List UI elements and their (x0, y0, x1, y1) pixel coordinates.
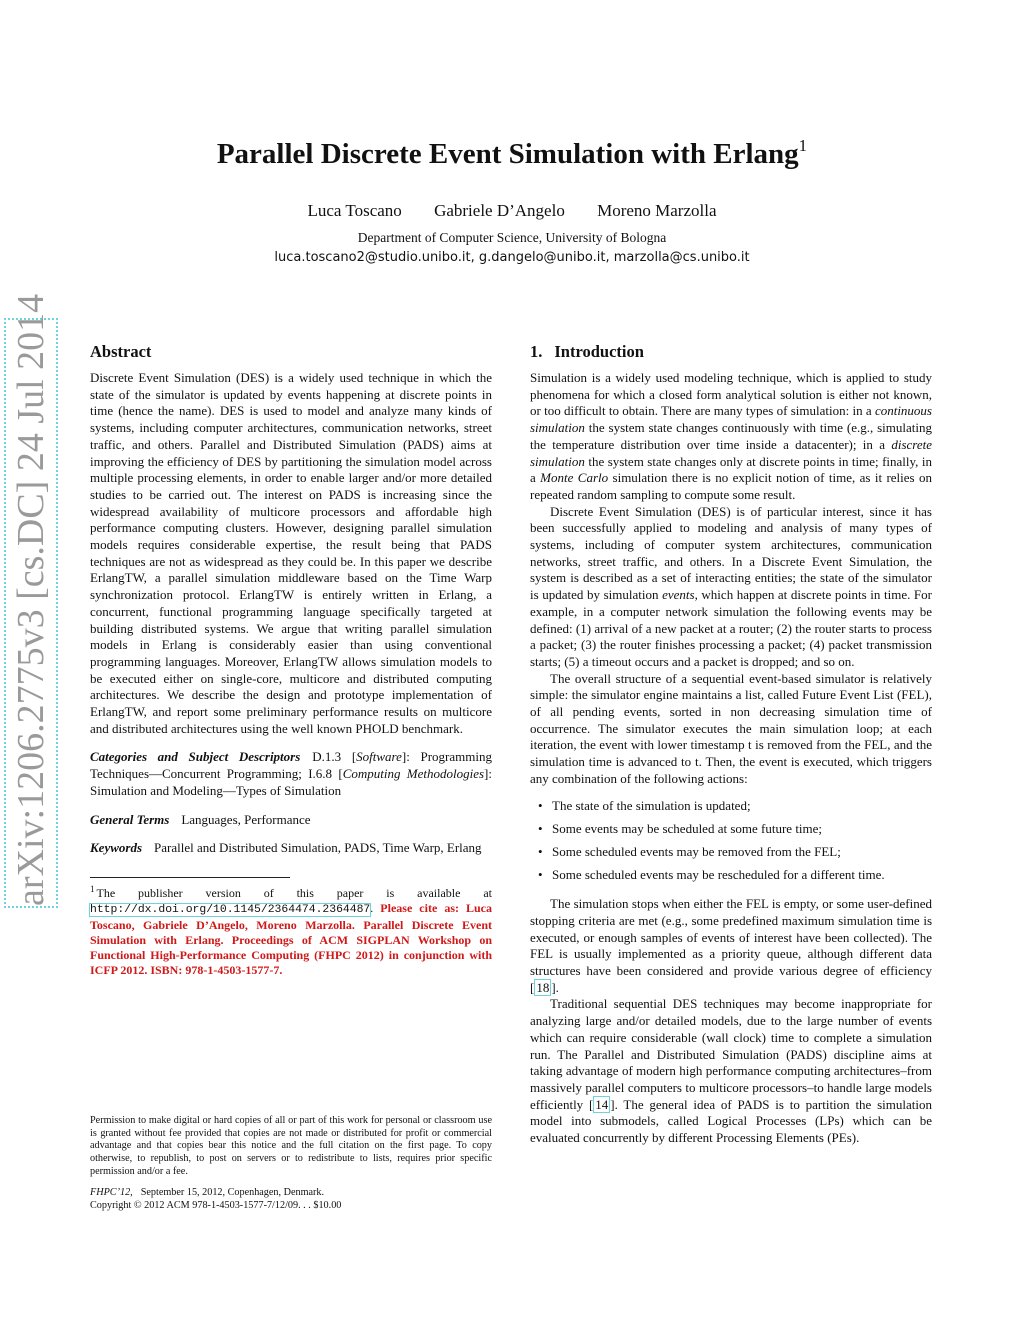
intro-paragraph: The overall structure of a sequential event-based simulator is relatively simple: the simulator engine maintains a list, called Future Event List (FEL), of all pending events, sorted in non decreasing simulation time of occurrence. The simulator executes the main simulation loop; at each iteration, the event with lower timestamp t is removed from the FEL, and the simulation time is advanced to t. Then, the event is executed, which triggers any combination of the following actions: (530, 670, 932, 786)
abstract-heading: Abstract (90, 342, 152, 361)
footnote-intro: The publisher version of this paper is available at (96, 885, 492, 900)
list-item: • The state of the simulation is updated; (538, 797, 751, 813)
author-name: Gabriele D’Angelo (434, 201, 565, 220)
category-code: D.1.3 (312, 749, 342, 765)
right-column (530, 340, 932, 1147)
intro-paragraph: Discrete Event Simulation (DES) is of particular interest, since it has been successfully applied to modeling and analysis of many types of systems, including of computer system architectures, communication networks, street traffic, and others. In a Discrete Event Simulation, the system is described as a set of interacting entities; the state of the simulator is updated by simulation events, which happen at discrete points in time. For example, in a computer network simulation the following events may be defined: (1) arrival of a new packet at a router; (2) the router starts to process a packet; (3) the router finishes processing a packet; (4) packet transmission starts; (5) a timeout occurs and a packet is dropped; and so on. (530, 503, 932, 669)
general-terms-label: General Terms (90, 811, 170, 827)
conference-info (90, 1187, 492, 1212)
list-item: • Some events may be scheduled at some future time; (538, 820, 823, 836)
title-text: Parallel Discrete Event Simulation with Erlang (216, 138, 799, 170)
author-name: Moreno Marzolla (597, 201, 717, 220)
list-item: • Some scheduled events may be removed from the FEL; (538, 844, 841, 860)
categories-descriptors: Categories and Subject Descriptors D.1.3 [Software]: Programming Techniques—Concurrent Programming; I.6.8 [Computing Methodologies]: Simulation and Modeling—Types of Simulation (90, 749, 492, 798)
footnote-divider (90, 877, 290, 878)
action-list (530, 798, 932, 885)
author-name: Luca Toscano (307, 201, 402, 220)
category-code: I.6.8 (308, 766, 333, 782)
category-term: Computing Methodologies (342, 766, 485, 782)
conference-name: FHPC’12, (90, 1187, 133, 1198)
conference-details: September 15, 2012, Copenhagen, Denmark. (140, 1187, 325, 1198)
doi-link[interactable]: http://dx.doi.org/10.1145/2364474.2364487 (90, 903, 371, 916)
general-terms (90, 812, 492, 829)
citation-link[interactable]: 14 (595, 1096, 609, 1112)
section-number: 1. (530, 342, 543, 361)
list-item: • Some scheduled events may be rescheduled for a different time. (538, 867, 885, 883)
copyright-line: Copyright © 2012 ACM 978-1-4503-1577-7/12/09. . . $10.00 (90, 1199, 342, 1211)
intro-paragraph: Simulation is a widely used modeling technique, which is applied to study phenomena for which a closed form analytical solution is either not known, or too difficult to obtain. There are many types of simulation: in a continuous simulation the system state changes continuously with time (e.g., simulating the temperature distribution over time inside a datacenter); in a discrete simulation the system state changes only at discrete points in time; finally, in a Monte Carlo simulation there is no explicit notion of time, as it relies on repeated random sampling to compute some result. (530, 370, 932, 502)
citation-link[interactable]: 18 (536, 979, 550, 995)
affiliation: Department of Computer Science, University of Bologna (357, 230, 667, 245)
categories-label: Categories and Subject Descriptors (90, 749, 301, 765)
abstract-text: Discrete Event Simulation (DES) is a widely used technique in which the state of the simulator is updated by events happening at discrete points in time (hence the name). DES is used to model and analyze many kinds of systems, including computer architectures, communication networks, street traffic, and others. Parallel and Distributed Simulation (PADS) aims at improving the efficiency of DES by partitioning the simulation model across multiple processing elements, in order to enable larger and/or more detailed studies to be carried out. The interest on PADS is increasing since the widespread availability of multicore processors and affordable high performance computing clusters. However, designing parallel simulation models requires considerable expertise, the result being that PADS techniques are not as widespread as they could be. In this paper we describe ErlangTW, a parallel simulation middleware based on the Time Warp synchronization protocol. ErlangTW is entirely written in Erlang, a concurrent, functional programming language specifically targeted at building distributed systems. We argue that writing parallel simulation models in Erlang is considerably easier than using conventional programming languages. Moreover, ErlangTW allows simulation models to be executed either on single-core, multicore and distributed computing architectures. We describe the design and prototype implementation of ErlangTW, and report some preliminary performance results on multicore and distributed architectures using the well known PHOLD benchmark. (90, 370, 492, 736)
category-term: Software (356, 749, 402, 765)
author-emails: luca.toscano2@studio.unibo.it, g.dangelo@unibo.it, marzolla@cs.unibo.it (274, 250, 750, 265)
footnote-mark: 1 (90, 883, 95, 894)
keywords-label: Keywords (90, 840, 142, 856)
paper-title (0, 128, 1024, 172)
section-heading (530, 342, 932, 362)
keywords-text: Parallel and Distributed Simulation, PADS, Time Warp, Erlang (154, 840, 482, 856)
general-terms-text: Languages, Performance (181, 811, 311, 827)
title-footnote-mark: 1 (798, 136, 808, 155)
section-title: Introduction (554, 342, 644, 361)
left-column (90, 340, 492, 978)
citation-request: Please cite as: Luca Toscano, Gabriele D’Angelo, Moreno Marzolla. Parallel Discrete Event Simulation with Erlang. Proceedings of ACM SIGPLAN Workshop on Functional High-Performance Computing (FHPC 2012) in conjunction with ICFP 2012. ISBN: 978-1-4503-1577-7. (90, 900, 493, 977)
intro-paragraph: Traditional sequential DES techniques may become inappropriate for analyzing large and/or detailed models, due to the large number of events which can require considerable (wall clock) time to complete a simulation run. The Parallel and Distributed Simulation (PADS) discipline aims at taking advantage of modern high performance computing architectures–from massively parallel computers to multicore processors–to handle large models efficiently [ 14 ]. The general idea of PADS is to partition the simulation model into submodels, called Logical Processes (LPs) which can be evaluated concurrently by different Processing Elements (PEs). (530, 996, 932, 1146)
permission-notice: Permission to make digital or hard copies of all or part of this work for personal or classroom use is granted without fee provided that copies are not made or distributed for profit or commercial advantage and that copies bear this notice and the full citation on the first page. To copy otherwise, to republish, to post on servers or to redistribute to lists, requires prior specific permission and/or a fee. (90, 1115, 492, 1177)
category-desc: : Simulation and Modeling—Types of Simulation (90, 766, 492, 798)
category-desc: : Programming Techniques—Concurrent Programming; (90, 749, 492, 782)
publisher-footnote: $^1$ The publisher version of this paper is available at http://dx.doi.org/10.1145/2364474.2364487. Please cite as: Luca Toscano, Gabriele D’Angelo, Moreno Marzolla. Parallel Discrete Event Simulation with Erlang. Proceedings of ACM SIGPLAN Workshop on Functional High-Performance Computing (FHPC 2012) in conjunction with ICFP 2012. ISBN: 978-1-4503-1577-7. (90, 883, 493, 977)
keywords (90, 840, 492, 857)
arxiv-stamp-link[interactable]: arXiv:1206.2775v3 [cs.DC] 24 Jul 2014 (4, 318, 58, 908)
author-list (0, 200, 1024, 222)
intro-paragraph: The simulation stops when either the FEL is empty, or some user-defined stopping criteria are met (e.g., some predefined maximum simulation time is executed, or enough samples of events of interest have been collected). The FEL is usually implemented as a priority queue, although different data structures have been considered and provide various degree of efficiency [ 18 ]. (530, 896, 932, 995)
